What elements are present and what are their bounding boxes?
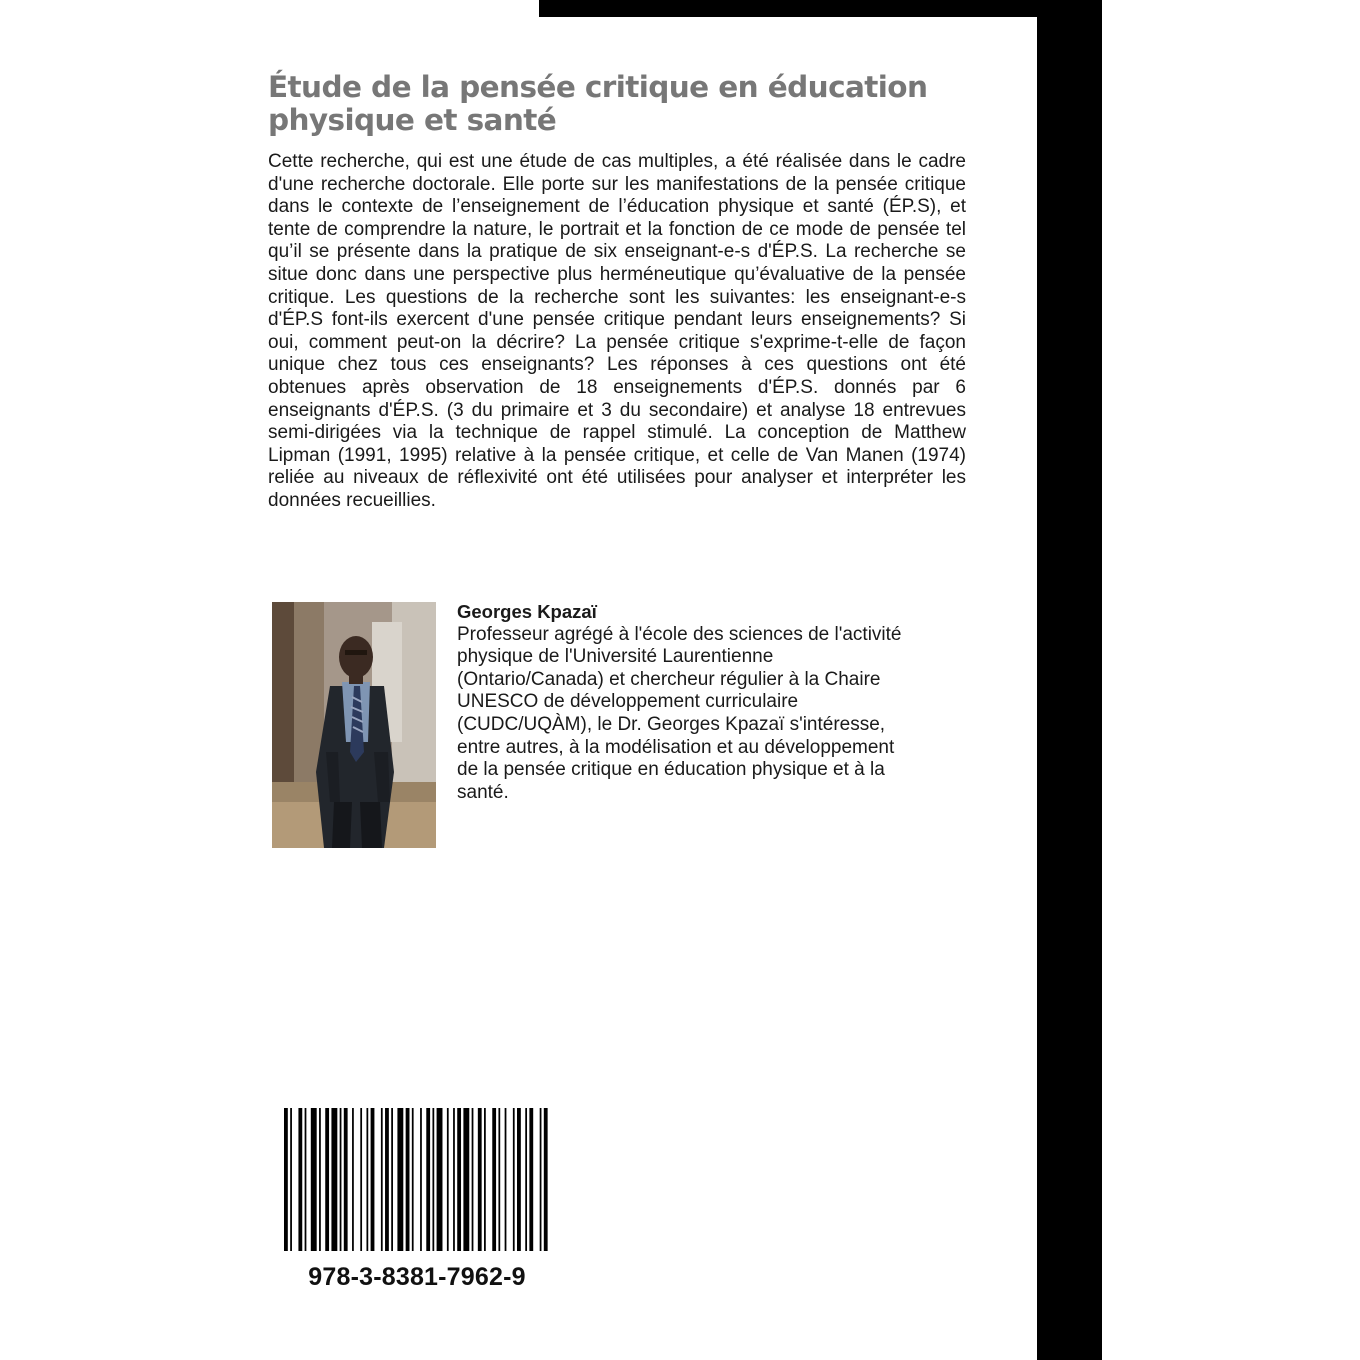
barcode-bar xyxy=(463,1108,469,1251)
barcode-bar xyxy=(437,1108,443,1251)
author-bio-line: santé. xyxy=(457,781,509,803)
author-photo xyxy=(272,602,436,848)
barcode-bar xyxy=(457,1108,461,1251)
barcode-bar xyxy=(540,1108,542,1251)
author-bio xyxy=(457,624,967,805)
barcode-bar xyxy=(525,1108,527,1251)
book-title-line-1: Étude de la pensée critique en éducation xyxy=(268,70,928,104)
barcode-bar xyxy=(305,1108,307,1251)
barcode-bar xyxy=(432,1108,434,1251)
barcode-bar xyxy=(360,1108,362,1251)
barcode-bar xyxy=(544,1108,548,1251)
barcode-bar xyxy=(385,1108,389,1251)
barcode-bar xyxy=(352,1108,354,1251)
author-name: Georges Kpazaï xyxy=(457,601,597,622)
author-bio-line: UNESCO de développement curriculaire xyxy=(457,691,799,713)
barcode-bar xyxy=(406,1108,410,1251)
barcode-bar xyxy=(505,1108,507,1251)
author-bio-line: (Ontario/Canada) et chercheur régulier à la Chaire xyxy=(457,668,881,690)
barcode-bar xyxy=(331,1108,337,1251)
book-title-line-2: physique et santé xyxy=(268,103,557,137)
barcode-bar xyxy=(447,1108,449,1251)
author-section xyxy=(457,601,967,804)
barcode-bar xyxy=(517,1108,521,1251)
barcode-bar xyxy=(344,1108,348,1251)
barcode-bar xyxy=(529,1108,533,1251)
barcode-bar xyxy=(381,1108,383,1251)
barcode-bar xyxy=(319,1108,321,1251)
barcode-bar xyxy=(492,1108,496,1251)
barcode-bar xyxy=(290,1108,292,1251)
barcode-bar xyxy=(426,1108,430,1251)
barcode-bar xyxy=(397,1108,403,1251)
isbn-barcode xyxy=(284,1108,550,1251)
barcode-bar xyxy=(340,1108,342,1251)
author-bio-line: (CUDC/UQÀM), le Dr. Georges Kpazaï s'intéresse, xyxy=(457,713,886,735)
top-edge-bar xyxy=(539,0,1102,17)
barcode-bar xyxy=(478,1108,482,1251)
barcode-bar xyxy=(391,1108,393,1251)
isbn-number: 978-3-8381-7962-9 xyxy=(308,1263,526,1291)
spine-bar xyxy=(1037,0,1102,1360)
barcode-bar xyxy=(420,1108,422,1251)
author-bio-line: entre autres, à la modélisation et au développement xyxy=(457,736,895,758)
barcode-bar xyxy=(284,1108,288,1251)
book-title xyxy=(268,71,968,137)
barcode-bar xyxy=(498,1108,500,1251)
author-bio-line: de la pensée critique en éducation physique et à la xyxy=(457,759,885,781)
author-bio-line: Professeur agrégé à l'école des sciences de l'activité xyxy=(457,623,902,645)
barcode-bar xyxy=(325,1108,329,1251)
author-bio-line: physique de l'Université Laurentienne xyxy=(457,646,774,668)
barcode-bar xyxy=(298,1108,302,1251)
barcode-bar xyxy=(371,1108,375,1251)
barcode-bar xyxy=(453,1108,455,1251)
barcode-bar xyxy=(513,1108,515,1251)
barcode-bar xyxy=(366,1108,368,1251)
barcode-bar xyxy=(472,1108,474,1251)
barcode-bar xyxy=(311,1108,317,1251)
book-abstract: Cette recherche, qui est une étude de cas multiples, a été réalisée dans le cadre d'une recherche doctorale. Elle porte sur les manifestations de la pensée critique dans le contexte de l’enseignement de l’éducation physique et santé (ÉP.S), et tente de comprendre la nature, le portrait et la fonction de ce mode de pensée tel qu’il se présente dans la pratique de six enseignant-e-s d'ÉP.S. La recherche se situe donc dans une perspective plus herméneutique qu’évaluative de la pensée critique. Les questions de la recherche sont les suivantes: les enseignant-e-s d'ÉP.S font-ils exercent d'une pensée critique pendant leurs enseignements? Si oui, comment peut-on la décrire? La pensée critique s'exprime-t-elle de façon unique chez tous ces enseignants? Les réponses à ces questions ont été obtenues après observation de 18 enseignements d'ÉP.S. donnés par 6 enseignants d'ÉP.S. (3 du primaire et 3 du secondaire) et analyse 18 entrevues semi-dirigées via la technique de rappel stimulé. La conception de Matthew Lipman (1991, 1995) relative à la pensée critique, et celle de Van Manen (1974) reliée au niveaux de réflexivité ont été utilisées pour analyser et interpréter les données recueillies. xyxy=(268,151,966,511)
barcode-bar xyxy=(412,1108,414,1251)
barcode-bar xyxy=(484,1108,486,1251)
